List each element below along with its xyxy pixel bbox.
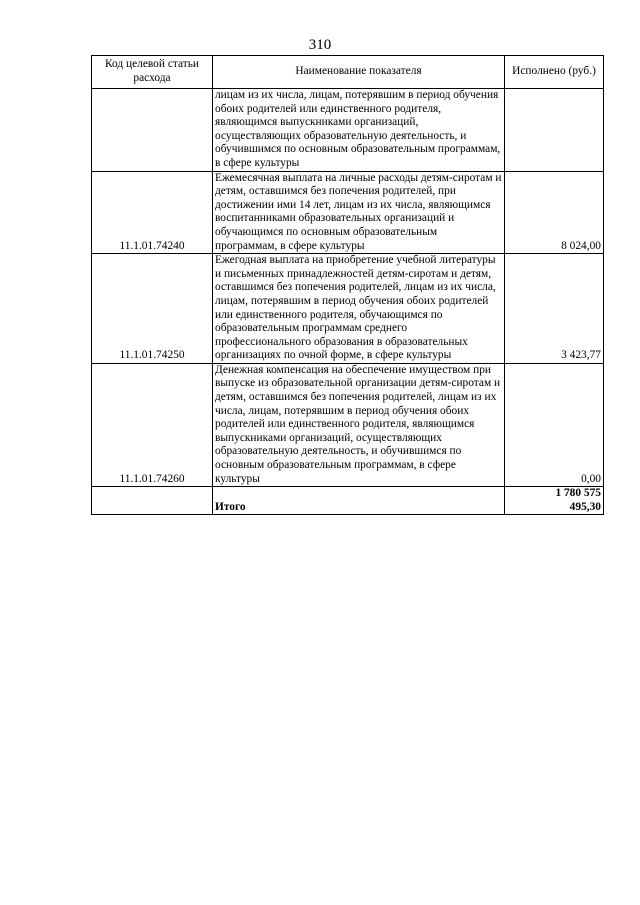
table-row (92, 363, 604, 486)
total-amount-line1: 1 780 575 (555, 487, 601, 500)
header-executed: Исполнено (руб.) (505, 56, 604, 89)
row-amount: 8 024,00 (505, 171, 604, 254)
row-amount (505, 89, 604, 172)
total-code-empty (92, 487, 213, 515)
row-name: Ежегодная выплата на приобретение учебной литературы и письменных принадлежностей детям-сиротам и детям, оставшимся без попечения родителей, лицам из их числа, лицам, потерявшим в период обучения обоих родителей или единственного родителя, обучающимся по образовательным программам среднего профессионального образования в образовательных организациях по очной форме, в сфере культуры (213, 254, 505, 364)
page-number: 310 (308, 37, 332, 53)
table-row (92, 171, 604, 254)
row-name: лицам из их числа, лицам, потерявшим в период обучения обоих родителей или единственного родителя, являющимся выпускниками организаций, осуществляющих образовательную деятельность, и обучившимся по основным образовательным программам, в сфере культуры (213, 89, 505, 172)
row-name: Ежемесячная выплата на личные расходы детям-сиротам и детям, оставшимся без попечения родителей, при достижении ими 14 лет, лицам из их числа, являющимся воспитанниками образовательных организаций и обучающимся по основным образовательным программам, в сфере культуры (213, 171, 505, 254)
table-row (92, 89, 604, 172)
row-amount: 0,00 (505, 363, 604, 486)
row-name: Денежная компенсация на обеспечение имуществом при выпуске из образовательной организации детям-сиротам и детям, оставшимся без попечения родителей, лицам из их числа, лицам, потерявшим в период обучения обоих родителей или единственного родителя, являющимся выпускниками организаций, осуществляющих образовательную деятельность, и обучившимся по основным образовательным программам, в сфере культуры (213, 363, 505, 486)
table-row (92, 254, 604, 364)
header-name: Наименование показателя (213, 56, 505, 89)
total-amount (505, 487, 604, 515)
row-code (92, 89, 213, 172)
row-code: 11.1.01.74250 (92, 254, 213, 364)
table-header-row (92, 56, 604, 89)
header-code: Код целевой статьи расхода (92, 56, 213, 89)
total-row (92, 487, 604, 515)
row-code: 11.1.01.74260 (92, 363, 213, 486)
total-amount-line2: 495,30 (569, 500, 601, 513)
total-label: Итого (213, 487, 505, 515)
row-amount: 3 423,77 (505, 254, 604, 364)
expenditure-table (91, 55, 604, 515)
row-code: 11.1.01.74240 (92, 171, 213, 254)
